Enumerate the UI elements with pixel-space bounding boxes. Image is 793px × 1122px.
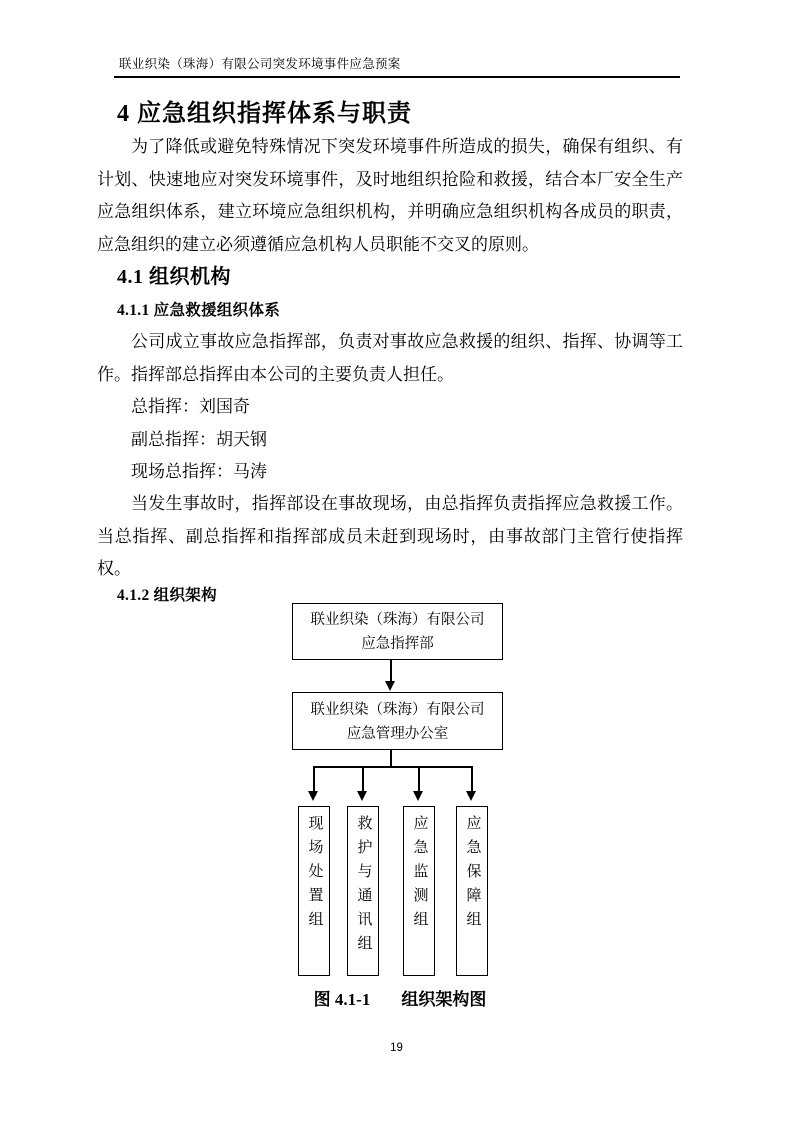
figure-caption-label: 图 4.1-1	[313, 990, 371, 1009]
paragraph-line: 权。	[97, 559, 131, 578]
org-box-group-label: 现场处置组	[306, 815, 323, 935]
heading-4-1-1: 4.1.1 应急救援组织体系	[117, 302, 281, 319]
header-rule	[114, 76, 680, 78]
arrow-down-icon	[308, 791, 318, 801]
org-box-group-label: 救护与通讯组	[355, 815, 372, 959]
arrow-down-icon	[466, 791, 476, 801]
heading-4-1: 4.1 组织机构	[117, 266, 231, 288]
org-box-hq-line2: 应急指挥部	[361, 636, 434, 652]
commander-line: 副总指挥：胡天钢	[131, 429, 267, 449]
figure-caption	[117, 985, 683, 1010]
paragraph-line: 作。指挥部总指挥由本公司的主要负责人担任。	[97, 364, 454, 384]
paragraph-org	[97, 326, 683, 391]
connector-group-4	[471, 767, 473, 791]
page-number: 19	[390, 1042, 403, 1054]
org-box-office-line1: 联业织染（珠海）有限公司	[310, 702, 485, 718]
paragraph-line: 计划、快速地应对突发环境事件，及时地组织抢险和救援，结合本厂安全生产	[97, 169, 683, 189]
figure-caption-title: 组织架构图	[401, 990, 487, 1009]
paragraph-line: 公司成立事故应急指挥部，负责对事故应急救援的组织、指挥、协调等工	[131, 332, 683, 351]
paragraph-scene	[97, 488, 683, 586]
connector-crossbar	[313, 766, 473, 768]
paragraph-line: 当总指挥、副总指挥和指挥部成员未赶到现场时，由事故部门主管行使指挥	[97, 526, 683, 546]
connector-group-3	[418, 767, 420, 791]
arrow-down-icon	[357, 791, 367, 801]
org-box-group-monitoring	[403, 806, 435, 976]
commander-line: 现场总指挥：马涛	[131, 462, 267, 481]
commander-list	[97, 391, 683, 489]
arrow-down-icon	[385, 681, 395, 691]
paragraph-intro	[97, 131, 683, 261]
connector-group-1	[313, 767, 315, 791]
arrow-down-icon	[413, 791, 423, 801]
paragraph-line: 为了降低或避免特殊情况下突发环境事件所造成的损失，确保有组织、有	[131, 137, 683, 156]
running-header: 联业织染（珠海）有限公司突发环境事件应急预案	[119, 57, 401, 71]
heading-section-4: 4 应急组织指挥体系与职责	[117, 101, 412, 127]
org-box-office	[292, 692, 503, 750]
org-box-hq	[292, 603, 503, 660]
connector-office-stem	[390, 750, 392, 767]
connector-hq-office	[390, 660, 392, 681]
org-box-office-line2: 应急管理办公室	[346, 726, 449, 742]
org-box-group-onsite	[298, 806, 330, 976]
connector-group-2	[362, 767, 364, 791]
org-box-group-support	[456, 806, 488, 976]
commander-line: 总指挥：刘国奇	[131, 397, 250, 416]
org-box-group-label: 应急保障组	[464, 815, 481, 935]
org-box-group-label: 应急监测组	[411, 815, 428, 935]
org-box-hq-line1: 联业织染（珠海）有限公司	[310, 612, 485, 628]
paragraph-line: 当发生事故时，指挥部设在事故现场，由总指挥负责指挥应急救援工作。	[131, 494, 683, 513]
paragraph-line: 应急组织体系，建立环境应急组织机构，并明确应急组织机构各成员的职责，	[97, 202, 683, 221]
org-box-group-rescue-comms	[347, 806, 379, 976]
paragraph-line: 应急组织的建立必须遵循应急机构人员职能不交叉的原则。	[97, 234, 539, 254]
heading-4-1-2: 4.1.2 组织架构	[117, 587, 217, 604]
